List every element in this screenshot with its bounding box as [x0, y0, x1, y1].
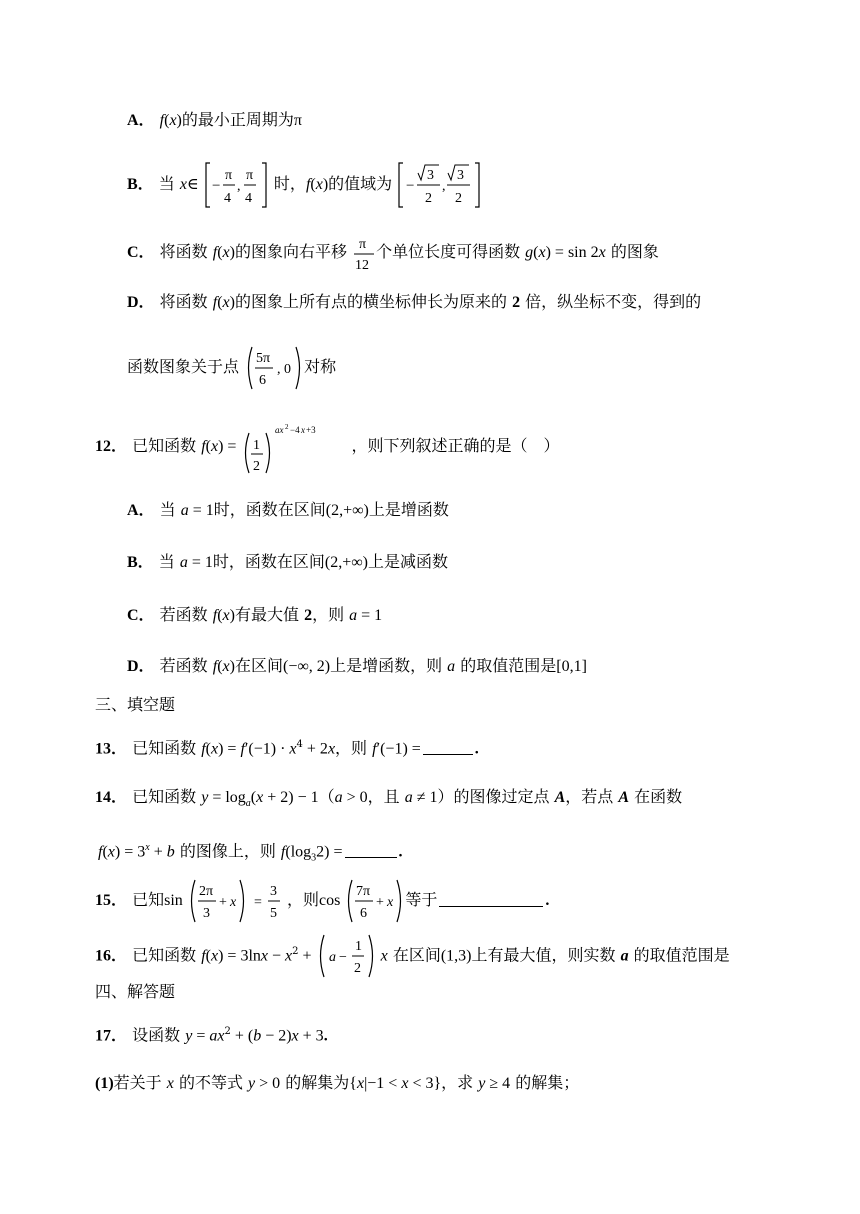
question-16: 16． 已知函数 $f(x) = 3\ln x - x^2$ + a − 1 2 x 在区间(1,3)上有最大值，则实数 a 的取值范围是 [95, 928, 730, 976]
option-label: D． [127, 294, 155, 311]
svg-text:4: 4 [244, 190, 252, 206]
question-12-option-d: D． 若函数 f(x)在区间(−∞, 2)上是增函数，则 a 的取值范围是[0,1] [127, 656, 587, 675]
question-14: 14． 已知函数 $y = \log_a(x + 2) - 1(a > 0$，且 a ≠ 1）的图像过定点 A，若点 A 在函数 [95, 787, 683, 810]
svg-text:+: + [376, 894, 385, 910]
svg-text:x: x [229, 894, 237, 910]
svg-text:5: 5 [269, 905, 277, 921]
fraction-pi-12 [352, 233, 376, 273]
svg-text:−: − [211, 177, 221, 194]
question-14-cont: $f(x) = 3^x + b$ 的图像上，则 $f(\log_32)$ = . [98, 841, 403, 864]
question-17-part-1: (1)若关于 x 的不等式 y > 0 的解集为{x|−1 < x < 3}，求 y ≥ 4 的解集； [95, 1073, 580, 1092]
section-fill-in-blank: 三、填空题 [95, 695, 176, 714]
svg-text:x: x [387, 894, 394, 910]
svg-text:π: π [359, 236, 367, 252]
svg-text:,: , [442, 178, 446, 194]
svg-text:2: 2 [455, 190, 463, 206]
section-solutions: 四、解答题 [95, 982, 176, 1001]
option-label: C． [127, 244, 155, 261]
cos-argument [345, 877, 405, 925]
option-label: D． [127, 658, 155, 675]
svg-text:=: = [253, 894, 262, 910]
part-label: (1) [95, 1075, 114, 1092]
question-17: 17． 设函数 $y = ax^2 + (b - 2)x + 3$. [95, 1025, 328, 1045]
svg-text:7π: 7π [356, 883, 371, 899]
question-11-option-b: B． 当 x∈ − π 4 , π 4 时，f(x)的值域为 − 3 2 , 3 2 [127, 158, 483, 210]
question-15: 15． 已知sin 2π 3 + x = 3 5 ，则cos 7π 6 + x 等于 . [95, 876, 549, 924]
question-12: 12． 已知函数 f(x) = 1 2 ax 2 −4 x +3 ，则下列叙述正确的是（ ） [95, 418, 560, 474]
svg-text:,: , [236, 178, 241, 194]
question-number: 17． [95, 1027, 128, 1045]
option-label: A． [127, 502, 155, 519]
question-11-option-d: D． 将函数 f(x)的图象上所有点的横坐标伸长为原来的 2 倍，纵坐标不变，得到的 [127, 292, 702, 311]
question-12-option-a: A． 当 a = 1时，函数在区间(2,+∞)上是增函数 [127, 500, 449, 519]
question-12-option-b: B． 当 a = 1时，函数在区间(2,+∞)上是减函数 [127, 552, 449, 571]
svg-text:3: 3 [269, 883, 277, 899]
svg-text:, 0: , 0 [277, 361, 292, 377]
question-number: 12． [95, 438, 128, 455]
svg-text:5π: 5π [256, 350, 271, 366]
question-11-option-c: C． 将函数 f(x)的图象向右平移 π 12 个单位长度可得函数 g(x) = sin 2x 的图象 [127, 232, 659, 272]
interval-bracket [204, 159, 274, 211]
svg-text:ax: ax [274, 424, 284, 435]
question-12-option-c: C． 若函数 f(x)有最大值 2，则 a = 1 [127, 605, 383, 624]
svg-text:+3: +3 [305, 424, 316, 435]
svg-text:x: x [300, 424, 305, 435]
coefficient-expression [317, 932, 381, 980]
svg-text:2π: 2π [198, 883, 213, 899]
svg-text:π: π [224, 167, 232, 183]
svg-text:3: 3 [202, 905, 210, 921]
svg-text:−4: −4 [289, 424, 300, 435]
svg-text:+: + [218, 894, 227, 910]
svg-text:3: 3 [457, 167, 465, 183]
svg-text:π: π [245, 167, 253, 183]
svg-text:2: 2 [353, 960, 361, 976]
question-number: 16． [95, 947, 128, 965]
range-bracket [397, 159, 483, 211]
svg-text:−: − [406, 177, 415, 194]
point-5pi6 [244, 344, 304, 392]
svg-text:−: − [338, 949, 347, 965]
svg-text:6: 6 [259, 372, 267, 388]
fraction-3-5 [253, 877, 287, 925]
option-label: B． [127, 554, 154, 571]
question-number: 13． [95, 740, 128, 758]
exponential-expression [242, 419, 352, 475]
svg-text:2: 2 [252, 458, 260, 474]
svg-text:12: 12 [355, 257, 370, 273]
svg-text:a: a [328, 949, 336, 965]
svg-text:6: 6 [360, 905, 368, 921]
svg-text:1: 1 [354, 938, 362, 954]
sin-argument [188, 877, 248, 925]
question-11-option-a: A． f(x)的最小正周期为π [127, 110, 302, 129]
svg-text:2: 2 [284, 422, 289, 431]
question-13: 13． 已知函数 $f(x) = f'(-1) \cdot x^4 + 2x$，则 f′(−1) = . [95, 738, 479, 758]
question-number: 15． [95, 892, 128, 909]
option-label: C． [127, 607, 155, 624]
option-label: B． [127, 176, 154, 193]
option-label: A． [127, 112, 155, 129]
question-11-option-d-cont: 函数图象关于点 5π 6 , 0 对称 [127, 343, 336, 391]
question-number: 14． [95, 789, 128, 806]
svg-text:1: 1 [252, 437, 260, 453]
svg-text:4: 4 [223, 190, 231, 206]
svg-text:3: 3 [427, 167, 435, 183]
svg-text:2: 2 [425, 190, 433, 206]
